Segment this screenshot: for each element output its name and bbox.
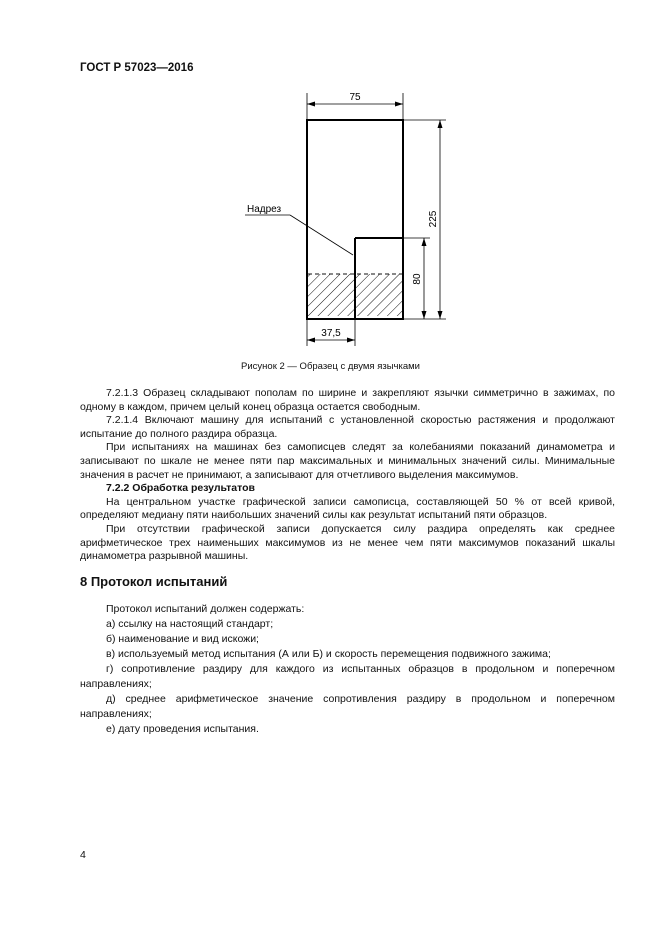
page-number: 4 bbox=[80, 849, 86, 861]
dim-height-label: 225 bbox=[428, 210, 439, 228]
document-code: ГОСТ Р 57023—2016 bbox=[80, 62, 194, 74]
list-item: а) ссылку на настоящий стандарт; bbox=[106, 618, 274, 630]
dim-width-label: 75 bbox=[349, 92, 361, 103]
notch-label: Надрез bbox=[247, 204, 282, 215]
list-item: г) сопротивление раздиру для каждого из испытанных образцов в продольном и поперечном направлениях; bbox=[80, 663, 615, 690]
protocol-list bbox=[80, 602, 615, 737]
paragraph-average: При отсутствии графической записи допускается силу раздира определять как среднее арифметическое трех наименьших максимумов из не менее чем пяти максимумов показаний шкалы динамометра разрывной машины. bbox=[80, 522, 615, 563]
specimen-drawing bbox=[0, 0, 661, 370]
figure-caption: Рисунок 2 — Образец с двумя язычками bbox=[241, 361, 420, 372]
body-text bbox=[80, 387, 615, 564]
paragraph-median: На центральном участке графической записи самописца, составляющей 50 % от всей кривой, определяют медиану пяти наибольших значений силы как результат испытаний пяти образцов. bbox=[80, 495, 615, 522]
dim-tongue-label: 80 bbox=[412, 273, 423, 285]
list-item: б) наименование и вид искожи; bbox=[106, 633, 259, 645]
notch-leader-line bbox=[290, 215, 353, 255]
list-item: д) среднее арифметическое значение сопротивления раздиру в продольном и поперечном направлениях; bbox=[80, 693, 615, 720]
clamp-zone-right bbox=[355, 274, 402, 316]
list-item: е) дату проведения испытания. bbox=[106, 723, 259, 735]
paragraph-7-2-1-3: 7.2.1.3 Образец складывают пополам по ширине и закрепляют язычки симметрично в зажимах, по одному в каждом, причем целый конец образца остается свободным. bbox=[80, 387, 615, 413]
clamp-zone-left bbox=[308, 274, 355, 316]
dim-half-label: 37,5 bbox=[321, 328, 341, 339]
paragraph-recorders: При испытаниях на машинах без самописцев следят за колебаниями показаний динамометра и записывают по шкале не менее пяти пар максимальных и минимальных значений силы. Минимальные значения в расчет не принимают, а записывают для отчетливого выделения максимумов. bbox=[80, 441, 615, 481]
section-title: 8 Протокол испытаний bbox=[80, 574, 228, 589]
paragraph-7-2-1-4: 7.2.1.4 Включают машину для испытаний с установленной скоростью растяжения и продолжают испытание до полного раздира образца. bbox=[80, 414, 615, 440]
list-item: в) используемый метод испытания (А или Б) и скорость перемещения подвижного зажима; bbox=[106, 648, 551, 660]
protocol-intro: Протокол испытаний должен содержать: bbox=[106, 603, 305, 615]
subsection-heading: 7.2.2 Обработка результатов bbox=[106, 482, 255, 495]
